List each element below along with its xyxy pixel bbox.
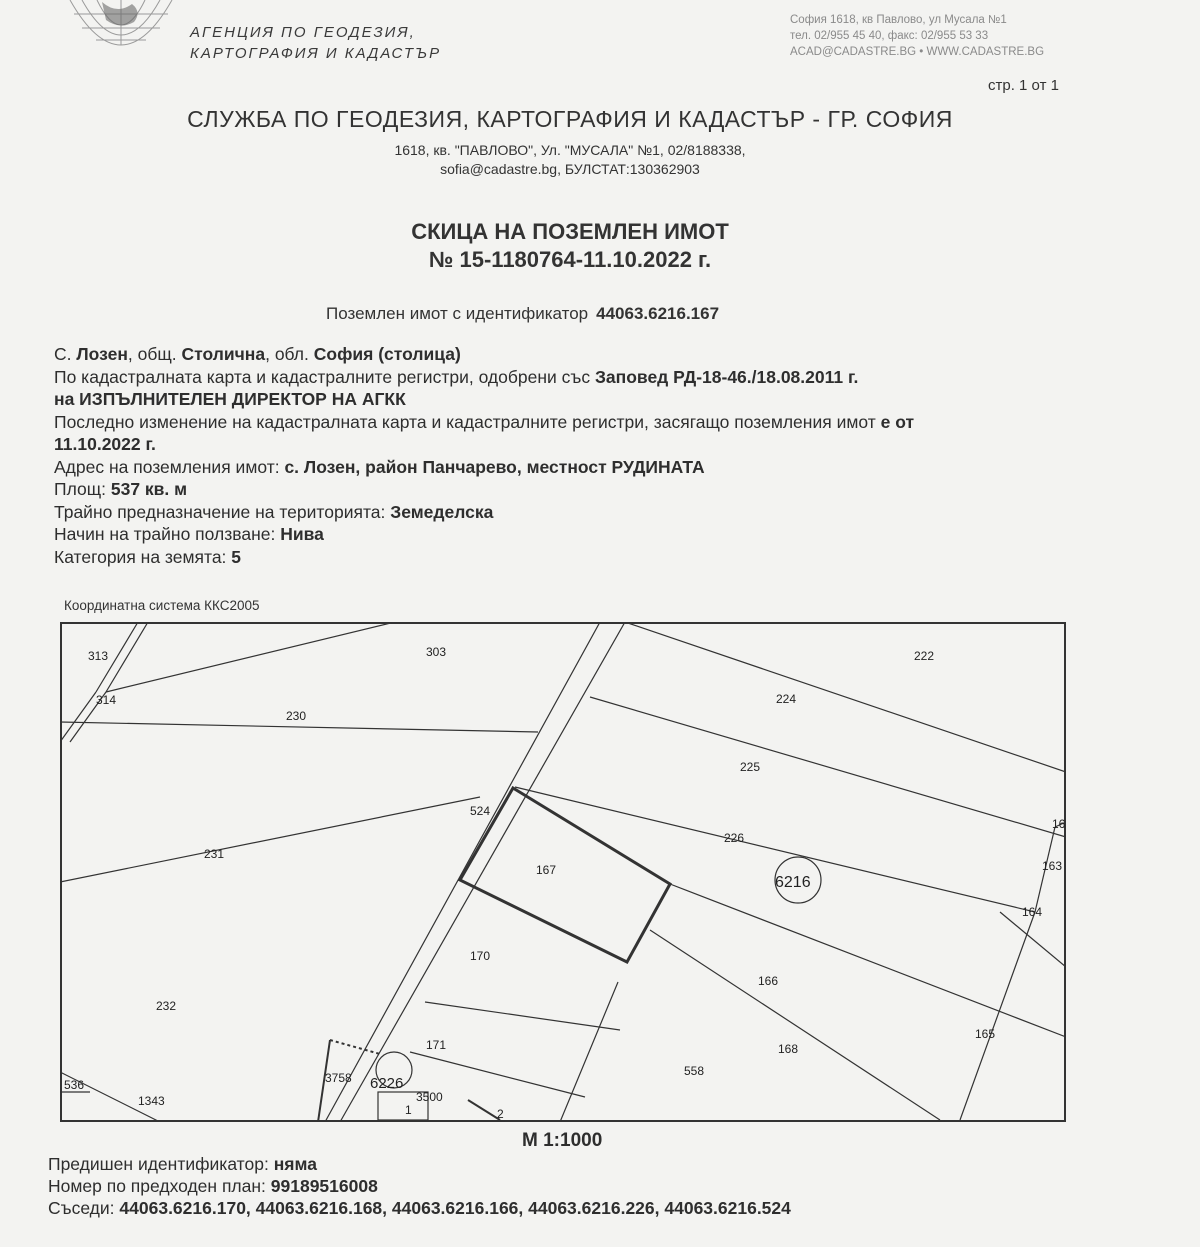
prev-plan-label: Номер по предходен план: (48, 1176, 266, 1196)
purpose-label: Трайно предназначение на територията: (54, 501, 386, 522)
usage-label: Начин на трайно ползване: (54, 524, 276, 544)
neighbors-value: 44063.6216.170, 44063.6216.168, 44063.6216.166, 44063.6216.226, 44063.6216.524 (119, 1198, 791, 1218)
map-label-314: 314 (96, 693, 117, 707)
approval-line (54, 366, 914, 389)
map-label-3500: 3500 (416, 1090, 443, 1104)
prev-id-value: няма (273, 1154, 317, 1174)
address-value: с. Лозен, район Панчарево, местност РУДИНАТА (284, 456, 705, 477)
map-label-168: 168 (778, 1042, 799, 1056)
purpose-value: Земеделска (390, 501, 494, 522)
last-change-suffix: е от (880, 411, 915, 432)
map-label-2: 2 (497, 1107, 504, 1121)
municipality: Столична (181, 344, 266, 364)
approval-text: По кадастралната карта и кадастралните регистри, одобрени със (54, 366, 591, 387)
map-label-165: 165 (975, 1027, 996, 1041)
cadastral-map (60, 622, 1066, 1122)
map-label-536: 536 (64, 1078, 85, 1092)
usage-value: Нива (280, 524, 324, 544)
agency-contact-web: ACAD@CADASTRE.BG • WWW.CADASTRE.BG (790, 46, 1045, 58)
agency-name (190, 22, 441, 64)
location-line (54, 343, 914, 366)
agency-logo (62, 0, 180, 62)
address-label: Адрес на поземления имот: (54, 456, 280, 477)
map-label-167: 167 (536, 863, 557, 877)
agency-contact (790, 12, 1044, 60)
area-value: 537 кв. м (110, 479, 188, 499)
map-label-230: 230 (286, 709, 307, 723)
map-label-166: 166 (758, 974, 779, 988)
map-label-171: 171 (426, 1038, 447, 1052)
parcel-identifier-line (326, 304, 719, 324)
coordinate-system: Координатна система ККС2005 (64, 598, 260, 613)
map-label-1: 1 (405, 1103, 412, 1117)
service-address-line2: sofia@cadastre.bg, БУЛСТАТ:130362903 (440, 161, 700, 177)
map-label-232: 232 (156, 999, 177, 1013)
purpose-line (54, 501, 914, 524)
map-label-3758: 3758 (325, 1071, 352, 1085)
category-label: Категория на земята: (54, 546, 227, 567)
last-change-text: Последно изменение на кадастралната карта и кадастралните регистри, засягащо поземления имот (54, 411, 876, 432)
last-change-line (54, 411, 914, 434)
approval-order: Заповед РД-18-46./18.08.2011 г. (594, 366, 859, 387)
address-line (54, 456, 914, 479)
agency-name-line2: КАРТОГРАФИЯ И КАДАСТЪР (190, 45, 442, 62)
service-address (0, 141, 1140, 179)
parcel-info (54, 343, 914, 568)
parcel-identifier: 44063.6216.167 (596, 304, 720, 323)
map-label-225: 225 (740, 760, 761, 774)
map-scale: М 1:1000 (522, 1130, 603, 1151)
municipality-prefix: , общ. (127, 344, 177, 364)
map-label-163: 163 (1042, 859, 1063, 873)
area-line (54, 478, 914, 501)
area-label: Площ: (54, 479, 106, 499)
region-prefix: , обл. (265, 344, 309, 364)
map-label-170: 170 (470, 949, 491, 963)
service-title: СЛУЖБА ПО ГЕОДЕЗИЯ, КАРТОГРАФИЯ И КАДАСТЪР - ГР. СОФИЯ (187, 106, 953, 132)
prev-id-label: Предишен идентификатор: (48, 1154, 269, 1174)
parcel-identifier-label: Поземлен имот с идентификатор (326, 304, 589, 323)
last-change-date: 11.10.2022 г. (54, 434, 156, 454)
last-change-date-line (54, 433, 914, 456)
village: Лозен (76, 344, 128, 364)
map-label-1343: 1343 (138, 1094, 165, 1108)
map-label-303: 303 (426, 645, 447, 659)
prev-plan-line (48, 1175, 791, 1197)
agency-contact-address: София 1618, кв Павлово, ул Мусала №1 (790, 14, 1007, 26)
agency-name-line1: АГЕНЦИЯ ПО ГЕОДЕЗИЯ, (190, 24, 416, 41)
document-number: № 15-1180764-11.10.2022 г. (428, 247, 712, 272)
neighbors-label: Съседи: (48, 1198, 115, 1218)
map-label-222: 222 (914, 649, 935, 663)
map-label-224: 224 (776, 692, 797, 706)
service-address-line1: 1618, кв. "ПАВЛОВО", Ул. "МУСАЛА" №1, 02/8188338, (394, 142, 746, 158)
page-number: стр. 1 от 1 (988, 77, 1059, 94)
agency-contact-phone: тел. 02/955 45 40, факс: 02/955 53 33 (790, 30, 989, 42)
village-prefix: С. (54, 344, 72, 364)
map-label-231: 231 (204, 847, 225, 861)
block-label-main: 6216 (775, 874, 811, 891)
footer-info (48, 1153, 791, 1219)
document-title (0, 218, 1140, 274)
map-label-313: 313 (88, 649, 109, 663)
approval-by: на ИЗПЪЛНИТЕЛЕН ДИРЕКТОР НА АГКК (54, 389, 406, 409)
map-label-226: 226 (724, 831, 745, 845)
usage-line (54, 523, 914, 546)
approval-by-line (54, 388, 914, 411)
map-label-164: 164 (1022, 905, 1043, 919)
category-line (54, 546, 914, 569)
region: София (столица) (313, 344, 461, 364)
map-label-558: 558 (684, 1064, 705, 1078)
category-value: 5 (231, 546, 242, 567)
block-label-secondary: 6226 (370, 1075, 404, 1092)
map-label-524: 524 (470, 804, 491, 818)
prev-plan-value: 99189516008 (270, 1176, 378, 1196)
document-title-text: СКИЦА НА ПОЗЕМЛЕН ИМОТ (411, 219, 729, 244)
prev-id-line (48, 1153, 791, 1175)
map-label-16: 16 (1052, 817, 1066, 831)
neighbors-line (48, 1197, 791, 1219)
